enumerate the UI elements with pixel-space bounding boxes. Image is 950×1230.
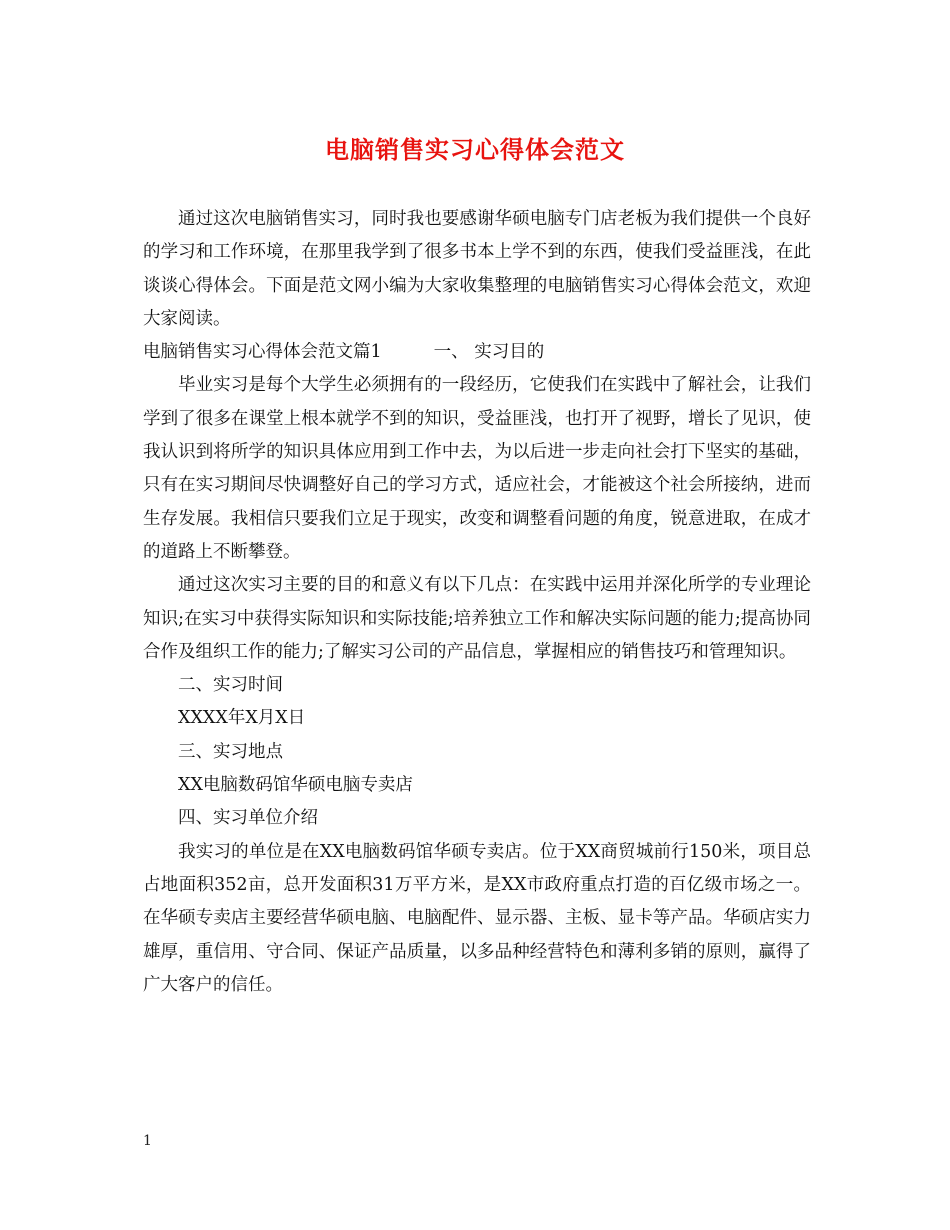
section1-paragraph-2: 通过这次实习主要的目的和意义有以下几点：在实践中运用并深化所学的专业理论知识;在实习中获得实际知识和实际技能;培养独立工作和解决实际问题的能力;提高协同合作及组织工作的能力;了解实习公司的产品信息，掌握相应的销售技巧和管理知识。 [143,575,811,662]
section4-paragraph-1: 我实习的单位是在XX电脑数码馆华硕专卖店。位于XX商贸城前行150米，项目总占地面积352亩，总开发面积31万平方米，是XX市政府重点打造的百亿级市场之一。在华硕专卖店主要经营华硕电脑、电脑配件、显示器、主板、显卡等产品。华硕店实力雄厚，重信用、守合同、保证产品质量，以多品种经营特色和薄利多销的原则，赢得了广大客户的信任。 [143,841,811,995]
section1-heading: 一、 实习目的 [433,342,545,363]
document-title: 电脑销售实习心得体会范文 [325,135,625,164]
document-body [143,203,811,1002]
intro-paragraph: 通过这次电脑销售实习，同时我也要感谢华硕电脑专门店老板为我们提供一个良好的学习和工作环境，在那里我学到了很多书本上学不到的东西，使我们受益匪浅，在此谈谈心得体会。下面是范文网小编为大家收集整理的电脑销售实习心得体会范文，欢迎大家阅读。 [143,209,811,329]
section2-heading: 二、实习时间 [178,675,283,696]
section4-heading: 四、实习单位介绍 [178,808,318,829]
article-heading-line [143,336,811,369]
section2-value: XXXX年X月X日 [178,708,306,729]
article-heading: 电脑销售实习心得体会范文篇1 [143,342,382,363]
section3-value: XX电脑数码馆华硕电脑专卖店 [178,775,413,796]
section3-heading: 三、实习地点 [178,741,283,762]
section1-paragraph-1: 毕业实习是每个大学生必须拥有的一段经历，它使我们在实践中了解社会，让我们学到了很多在课堂上根本就学不到的知识，受益匪浅，也打开了视野，增长了见识，使我认识到将所学的知识具体应用到工作中去，为以后进一步走向社会打下坚实的基础，只有在实习期间尽快调整好自己的学习方式，适应社会，才能被这个社会所接纳，进而生存发展。我相信只要我们立足于现实，改变和调整看问题的角度，锐意进取，在成才的道路上不断攀登。 [143,375,811,562]
page-number: 1 [143,1133,152,1149]
